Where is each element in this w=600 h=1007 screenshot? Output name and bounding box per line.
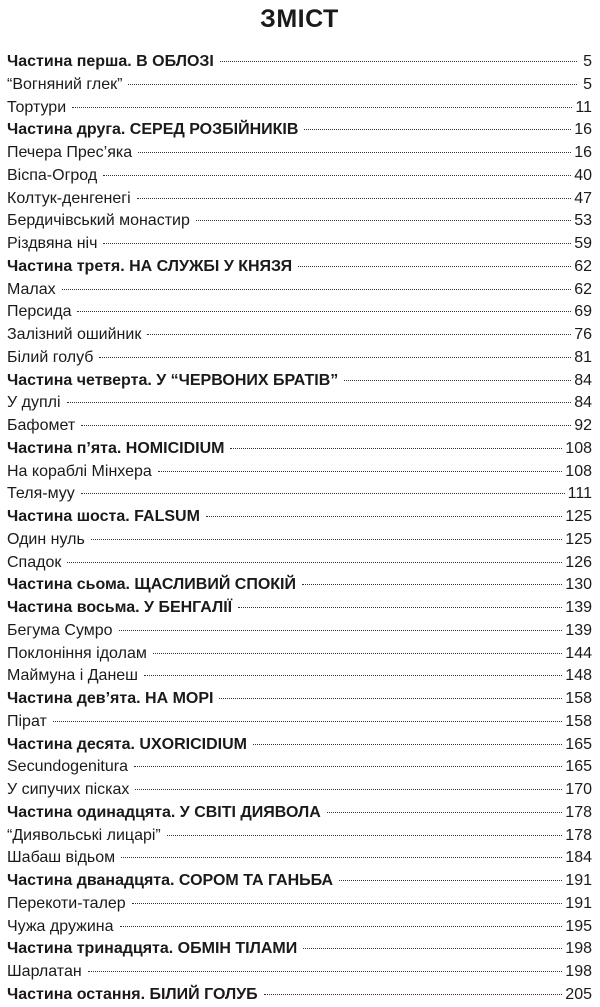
toc-entry-title: Тортури	[7, 98, 67, 116]
toc-page-number: 92	[574, 417, 592, 434]
toc-chapter-entry	[7, 961, 592, 984]
toc-entry-title: Частина друга. СЕРЕД РОЗБІЙНИКІВ	[7, 121, 299, 139]
toc-part-entry	[7, 256, 592, 279]
toc-part-entry	[7, 734, 592, 757]
dot-leader	[238, 607, 562, 608]
toc-part-entry	[7, 119, 592, 142]
toc-chapter-entry	[7, 97, 592, 120]
dot-leader	[303, 948, 562, 949]
toc-page-number: 81	[574, 348, 592, 366]
toc-page-number: 108	[565, 462, 592, 480]
dot-leader	[135, 789, 562, 790]
toc-entry-title: Частина дванадцята. СОРОМ ТА ГАНЬБА	[7, 872, 334, 889]
toc-entry-title: Шарлатан	[7, 963, 82, 980]
toc-entry-title: Віспа-Огрод	[7, 166, 98, 184]
toc-chapter-entry	[7, 847, 592, 870]
toc-entry-title: На кораблі Мінхера	[7, 462, 152, 480]
dot-leader	[339, 880, 562, 881]
toc-page-number: 126	[565, 553, 592, 571]
toc-page-number: 165	[565, 758, 592, 776]
dot-leader	[103, 243, 571, 244]
toc-chapter-entry	[7, 483, 592, 506]
toc-part-entry	[7, 938, 592, 961]
toc-entry-title: Колтук-денгенегі	[7, 189, 131, 207]
toc-entry-title: Шабаш відьом	[7, 849, 116, 867]
toc-page-number: 139	[565, 599, 592, 616]
toc-chapter-entry	[7, 665, 592, 688]
toc-page-number: 62	[574, 257, 592, 275]
toc-page-number: 191	[565, 872, 592, 889]
toc-page-number: 170	[565, 781, 592, 798]
toc-chapter-entry	[7, 529, 592, 552]
toc-part-entry	[7, 370, 592, 393]
toc-entry-title: Пірат	[7, 712, 47, 730]
toc-entry-title: Secundogenitura	[7, 758, 128, 776]
toc-chapter-entry	[7, 916, 592, 939]
toc-entry-title: Частина тринадцята. ОБМІН ТІЛАМИ	[7, 940, 298, 958]
toc-chapter-entry	[7, 756, 592, 779]
toc-chapter-entry	[7, 74, 592, 97]
toc-part-entry	[7, 688, 592, 711]
toc-chapter-entry	[7, 779, 592, 802]
toc-chapter-entry	[7, 620, 592, 643]
toc-page-number: 125	[565, 508, 592, 525]
toc-entry-title: Різдвяна ніч	[7, 235, 98, 252]
dot-leader	[91, 539, 562, 540]
toc-part-entry	[7, 438, 592, 461]
toc-part-entry	[7, 506, 592, 529]
toc-entry-title: “Вогняний глек”	[7, 75, 123, 93]
dot-leader	[344, 380, 571, 381]
dot-leader	[99, 357, 571, 358]
dot-leader	[77, 311, 571, 312]
toc-entry-title: У дуплі	[7, 394, 61, 412]
dot-leader	[119, 630, 563, 631]
toc-page-number: 62	[574, 280, 592, 298]
toc-chapter-entry	[7, 415, 592, 438]
toc-entry-title: Чужа дружина	[7, 917, 114, 935]
dot-leader	[304, 129, 571, 130]
toc-page-number: 148	[565, 667, 592, 685]
toc-page-number: 158	[565, 712, 592, 730]
toc-entry-title: Спадок	[7, 553, 62, 571]
toc-entry-title: Частина п’ята. HOMICIDIUM	[7, 439, 225, 457]
dot-leader	[167, 835, 563, 836]
toc-page-number: 40	[574, 166, 592, 184]
toc-entry-title: Маймуна і Данеш	[7, 667, 139, 685]
toc-chapter-entry	[7, 165, 592, 188]
dot-leader	[103, 175, 571, 176]
toc-part-entry	[7, 51, 592, 74]
toc-entry-title: Частина одинадцята. У СВІТІ ДИЯВОЛА	[7, 803, 321, 821]
toc-page-number: 5	[583, 53, 592, 70]
dot-leader	[53, 721, 562, 722]
toc-page-number: 84	[574, 371, 592, 389]
toc-page-number: 69	[574, 303, 592, 321]
dot-leader	[302, 584, 562, 585]
dot-leader	[81, 493, 565, 494]
toc-entry-title: У сипучих пісках	[7, 781, 130, 798]
toc-entry-title: Теля-муу	[7, 485, 75, 503]
toc-entry-title: Частина сьома. ЩАСЛИВИЙ СПОКІЙ	[7, 576, 296, 594]
toc-page-number: 76	[574, 326, 592, 343]
toc-page-number: 111	[567, 485, 592, 503]
toc-entry-title: Частина четверта. У “ЧЕРВОНИХ БРАТІВ”	[7, 371, 339, 389]
dot-leader	[134, 766, 562, 767]
toc-page-number: 191	[565, 894, 592, 912]
toc-chapter-entry	[7, 142, 592, 165]
toc-page-number: 198	[565, 940, 592, 958]
dot-leader	[67, 562, 562, 563]
dot-leader	[253, 744, 562, 745]
toc-page-number: 53	[574, 212, 592, 230]
toc-page-number: 195	[565, 917, 592, 935]
toc-entry-title: Частина шоста. FALSUM	[7, 508, 200, 525]
toc-page-number: 158	[565, 690, 592, 707]
dot-leader	[128, 84, 577, 85]
toc-page-number: 125	[565, 530, 592, 548]
dot-leader	[72, 107, 572, 108]
toc-entry-title: Один нуль	[7, 530, 85, 548]
dot-leader	[220, 61, 577, 62]
dot-leader	[153, 653, 562, 654]
toc-part-entry	[7, 802, 592, 825]
toc-page-number: 165	[565, 735, 592, 753]
dot-leader	[147, 334, 571, 335]
toc-chapter-entry	[7, 188, 592, 211]
toc-chapter-entry	[7, 643, 592, 666]
toc-chapter-entry	[7, 233, 592, 256]
toc-page-number: 108	[565, 439, 592, 457]
toc-chapter-entry	[7, 210, 592, 233]
dot-leader	[81, 425, 571, 426]
toc-chapter-entry	[7, 347, 592, 370]
dot-leader	[327, 812, 563, 813]
toc-page-number: 178	[565, 826, 592, 844]
dot-leader	[138, 152, 571, 153]
dot-leader	[298, 266, 571, 267]
dot-leader	[132, 903, 563, 904]
toc-page-number: 59	[574, 235, 592, 252]
toc-entry-title: Печера Прес’яка	[7, 144, 133, 161]
toc-entry-title: Поклоніння ідолам	[7, 644, 147, 662]
toc-page-number: 84	[574, 394, 592, 412]
dot-leader	[88, 971, 563, 972]
toc-entry-title: “Диявольські лицарі”	[7, 826, 161, 844]
toc-entry-title: Бердичівський монастир	[7, 212, 190, 230]
toc-entry-title: Персида	[7, 303, 72, 321]
toc-part-entry	[7, 870, 592, 893]
toc-chapter-entry	[7, 392, 592, 415]
toc-part-entry	[7, 597, 592, 620]
dot-leader	[137, 198, 572, 199]
dot-leader	[144, 675, 562, 676]
toc-chapter-entry	[7, 279, 592, 302]
dot-leader	[206, 516, 562, 517]
toc-entry-title: Частина остання. БІЛИЙ ГОЛУБ	[7, 985, 258, 1003]
toc-page-number: 16	[574, 121, 592, 139]
toc-chapter-entry	[7, 711, 592, 734]
dot-leader	[67, 402, 572, 403]
toc-entry-title: Бафомет	[7, 417, 76, 434]
dot-leader	[196, 220, 571, 221]
dot-leader	[264, 994, 563, 995]
toc-entry-title: Частина перша. В ОБЛОЗІ	[7, 53, 214, 70]
toc-entry-title: Білий голуб	[7, 348, 94, 366]
toc-page-number: 11	[575, 98, 592, 116]
page-title: ЗМІСТ	[260, 5, 339, 33]
toc-page-number: 178	[565, 803, 592, 821]
toc-part-entry	[7, 574, 592, 597]
dot-leader	[158, 471, 563, 472]
toc-page-number: 47	[574, 189, 592, 207]
toc-entry-title: Частина третя. НА СЛУЖБІ У КНЯЗЯ	[7, 257, 293, 275]
toc-page-number: 5	[583, 75, 592, 93]
toc-entry-title: Малах	[7, 280, 56, 298]
toc-entry-title: Бегума Сумро	[7, 621, 113, 639]
toc-entry-title: Частина дев’ята. НА МОРІ	[7, 690, 214, 707]
toc-page-number: 16	[574, 144, 592, 161]
toc-chapter-entry	[7, 301, 592, 324]
dot-leader	[230, 448, 562, 449]
toc-chapter-entry	[7, 324, 592, 347]
toc-part-entry	[7, 984, 592, 1007]
toc-page-number: 184	[565, 849, 592, 867]
toc-chapter-entry	[7, 461, 592, 484]
toc-entry-title: Частина десята. UXORICIDIUM	[7, 735, 247, 753]
dot-leader	[219, 698, 562, 699]
toc-chapter-entry	[7, 825, 592, 848]
dot-leader	[121, 857, 562, 858]
toc-page-number: 130	[565, 576, 592, 594]
toc-chapter-entry	[7, 552, 592, 575]
dot-leader	[120, 926, 563, 927]
toc-chapter-entry	[7, 893, 592, 916]
toc-page-number: 205	[565, 985, 592, 1003]
table-of-contents	[7, 51, 592, 1007]
toc-page-number: 144	[565, 644, 592, 662]
toc-page-number: 139	[565, 621, 592, 639]
toc-entry-title: Частина восьма. У БЕНГАЛІЇ	[7, 599, 233, 616]
toc-entry-title: Залізний ошийник	[7, 326, 142, 343]
dot-leader	[62, 289, 572, 290]
toc-page-number: 198	[565, 963, 592, 980]
toc-entry-title: Перекоти-талер	[7, 894, 126, 912]
